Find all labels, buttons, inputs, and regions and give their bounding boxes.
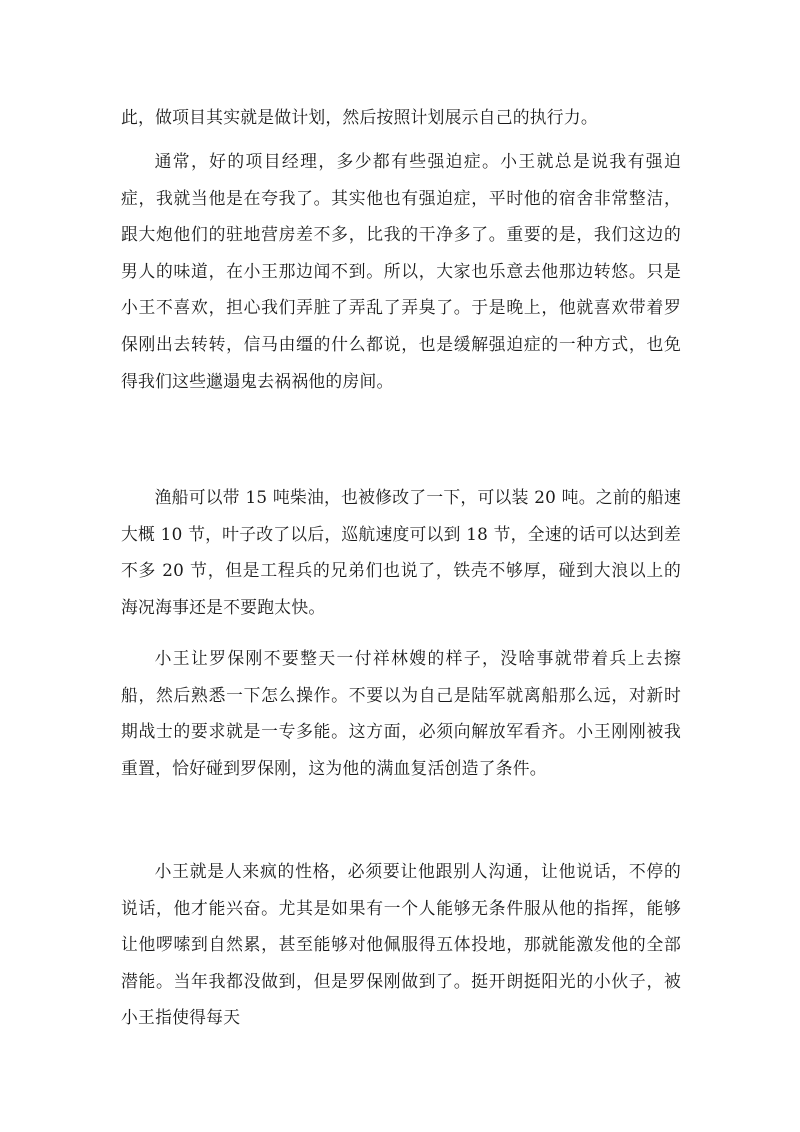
paragraph-luo-baogang: 小王让罗保刚不要整天一付祥林嫂的样子，没啥事就带着兵上去擦船，然后熟悉一下怎么操作。不要以为自己是陆军就离船那么远，对新时期战士的要求就是一专多能。这方面，必须向解放军看齐。小王刚刚被我重置，恰好碰到罗保刚，这为他的满血复活创造了条件。: [121, 648, 681, 778]
paragraph-xiao-wang-personality: 小王就是人来疯的性格，必须要让他跟别人沟通，让他说话，不停的说话，他才能兴奋。尤其是如果有一个人能够无条件服从他的指挥，能够让他啰嗦到自然累，甚至能够对他佩服得五体投地，那就能激发他的全部潜能。当年我都没做到，但是罗保刚做到了。挺开朗挺阳光的小伙子，被小王指使得每天: [121, 861, 681, 1028]
paragraph-fishing-boat: 渔船可以带 15 吨柴油，也被修改了一下，可以装 20 吨。之前的船速大概 10 节，叶子改了以后，巡航速度可以到 18 节，全速的话可以达到差不多 20 节，但是工程兵的兄弟们也说了，铁壳不够厚，碰到大浪以上的海况海事还是不要跑太快。: [121, 487, 681, 617]
paragraph-project-manager: 通常，好的项目经理，多少都有些强迫症。小王就总是说我有强迫症，我就当他是在夸我了。其实他也有强迫症，平时他的宿舍非常整洁，跟大炮他们的驻地营房差不多，比我的干净多了。重要的是，我们这边的男人的味道，在小王那边闻不到。所以，大家也乐意去他那边转悠。只是小王不喜欢，担心我们弄脏了弄乱了弄臭了。于是晚上，他就喜欢带着罗保刚出去转转，信马由缰的什么都说，也是缓解强迫症的一种方式，也免得我们这些邋遢鬼去祸祸他的房间。: [121, 151, 681, 391]
paragraph-continuation: 此，做项目其实就是做计划，然后按照计划展示自己的执行力。: [121, 107, 598, 127]
